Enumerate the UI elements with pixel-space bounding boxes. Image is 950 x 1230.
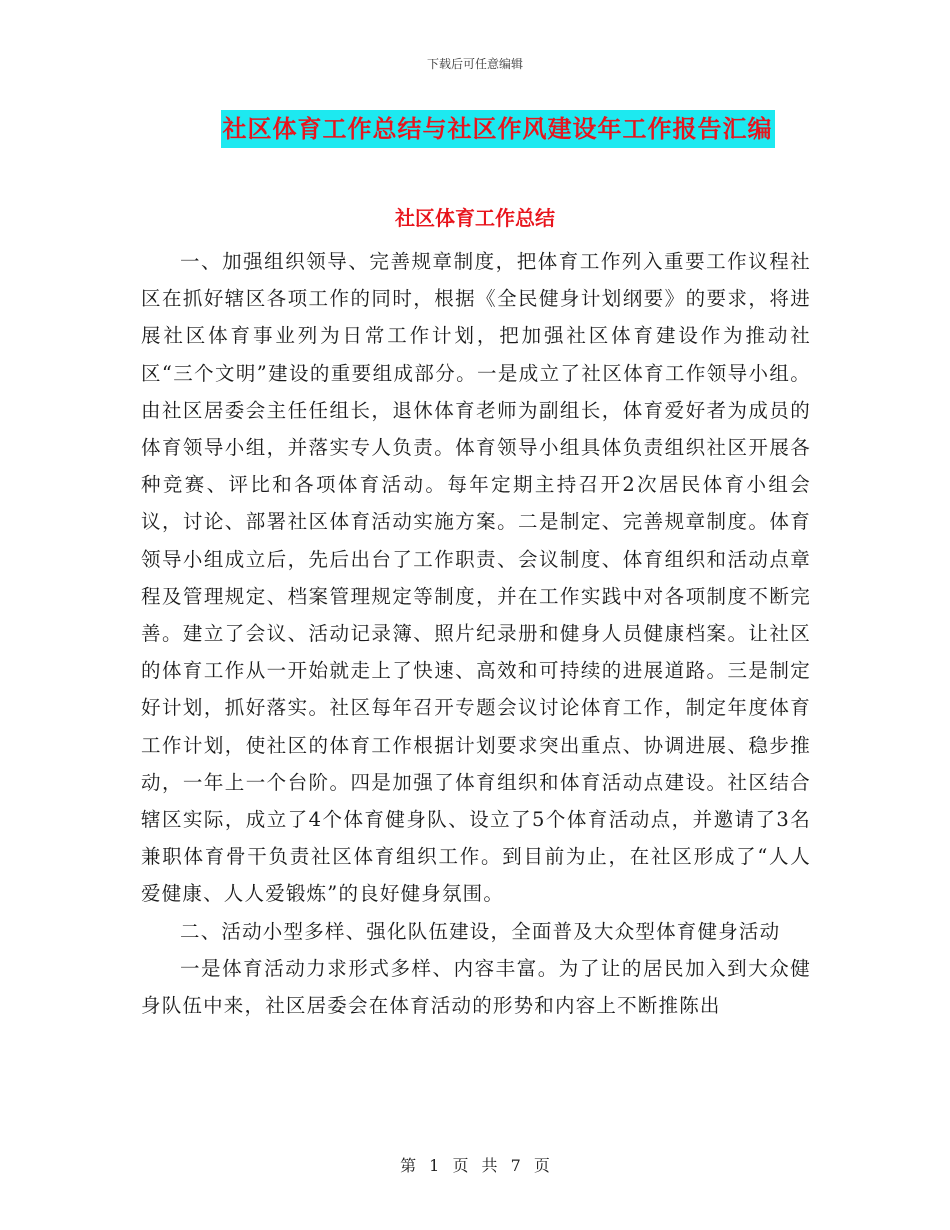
body-text	[141, 243, 811, 1024]
document-title-container	[0, 110, 950, 148]
paragraph: 一是体育活动力求形式多样、内容丰富。为了让的居民加入到大众健身队伍中来，社区居委会在体育活动的形势和内容上不断推陈出	[141, 956, 811, 1018]
paragraph: 二、活动小型多样、强化队伍建设，全面普及大众型体育健身活动	[180, 919, 781, 943]
paragraph: 一、加强组织领导、完善规章制度，把体育工作列入重要工作议程社区在抓好辖区各项工作的同时，根据《全民健身计划纲要》的要求，将进展社区体育事业列为日常工作计划，把加强社区体育建设作为推动社区“三个文明”建设的重要组成部分。一是成立了社区体育工作领导小组。由社区居委会主任任组长，退休体育老师为副组长，体育爱好者为成员的体育领导小组，并落实专人负责。体育领导小组具体负责组织社区开展各种竞赛、评比和各项体育活动。每年定期主持召开2次居民体育小组会议，讨论、部署社区体育活动实施方案。二是制定、完善规章制度。体育领导小组成立后，先后出台了工作职责、会议制度、体育组织和活动点章程及管理规定、档案管理规定等制度，并在工作实践中对各项制度不断完善。建立了会议、活动记录簿、照片纪录册和健身人员健康档案。让社区的体育工作从一开始就走上了快速、高效和可持续的进展道路。三是制定好计划，抓好落实。社区每年召开专题会议讨论体育工作，制定年度体育工作计划，使社区的体育工作根据计划要求突出重点、协调进展、稳步推动，一年上一个台阶。四是加强了体育组织和体育活动点建设。社区结合辖区实际，成立了4个体育健身队、设立了5个体育活动点，并邀请了3名兼职体育骨干负责社区体育组织工作。到目前为止，在社区形成了“人人爱健康、人人爱锻炼”的良好健身氛围。	[141, 250, 811, 906]
document-title: 社区体育工作总结与社区作风建设年工作报告汇编	[221, 110, 775, 148]
section-title: 社区体育工作总结	[395, 206, 555, 230]
header-note: 下载后可任意编辑	[426, 57, 523, 71]
page-footer: 第 1 页 共 7 页	[400, 1156, 550, 1175]
